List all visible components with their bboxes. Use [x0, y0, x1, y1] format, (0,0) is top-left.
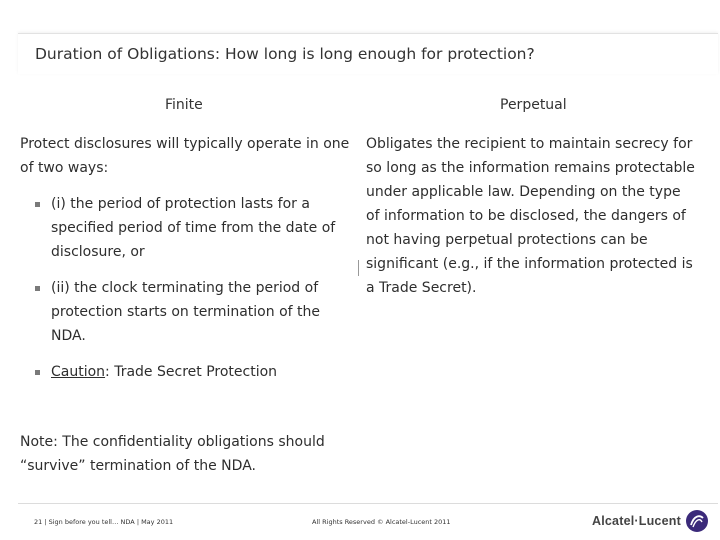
bullet-item-caution: [35, 360, 351, 384]
finite-intro: Protect disclosures will typically operate in one of two ways:: [20, 136, 350, 176]
footer-divider: [18, 503, 718, 504]
note-text: Note: The confidentiality obligations should “survive” termination of the NDA.: [20, 434, 325, 474]
caution-text: : Trade Secret Protection: [105, 364, 278, 380]
bullet-square-icon: [35, 370, 40, 375]
perpetual-column: [366, 132, 696, 300]
bullet-text: [51, 360, 351, 384]
bullet-square-icon: [35, 286, 40, 291]
slide-title: Duration of Obligations: How long is long enough for protection?: [35, 45, 535, 63]
bullet-text: (ii) the clock terminating the period of protection starts on termination of the NDA.: [51, 280, 320, 344]
logo-mark-icon: [685, 509, 709, 533]
bullet-item: [35, 276, 351, 348]
text-cursor: [358, 260, 359, 276]
bullet-square-icon: [35, 202, 40, 207]
bullet-item: [35, 192, 351, 264]
column-heading-perpetual: Perpetual: [500, 97, 567, 113]
note: [20, 430, 350, 478]
bullet-text: (i) the period of protection lasts for a specified period of time from the date of disclosure, or: [51, 196, 336, 260]
perpetual-text: Obligates the recipient to maintain secrecy for so long as the information remains protectable under applicable law. Depending on the type of information to be disclosed, the dangers of not having perpetual protections can be significant (e.g., if the information protected is a Trade Secret).: [366, 136, 695, 296]
footer-copyright: All Rights Reserved © Alcatel-Lucent 2011: [312, 518, 451, 526]
caution-label: Caution: [51, 364, 106, 380]
finite-column: [20, 132, 355, 180]
company-logo: [592, 508, 710, 534]
footer-page-info: 21 | Sign before you tell… NDA | May 2011: [34, 518, 174, 526]
logo-text: Alcatel·Lucent: [592, 514, 681, 528]
column-heading-finite: Finite: [165, 97, 203, 113]
